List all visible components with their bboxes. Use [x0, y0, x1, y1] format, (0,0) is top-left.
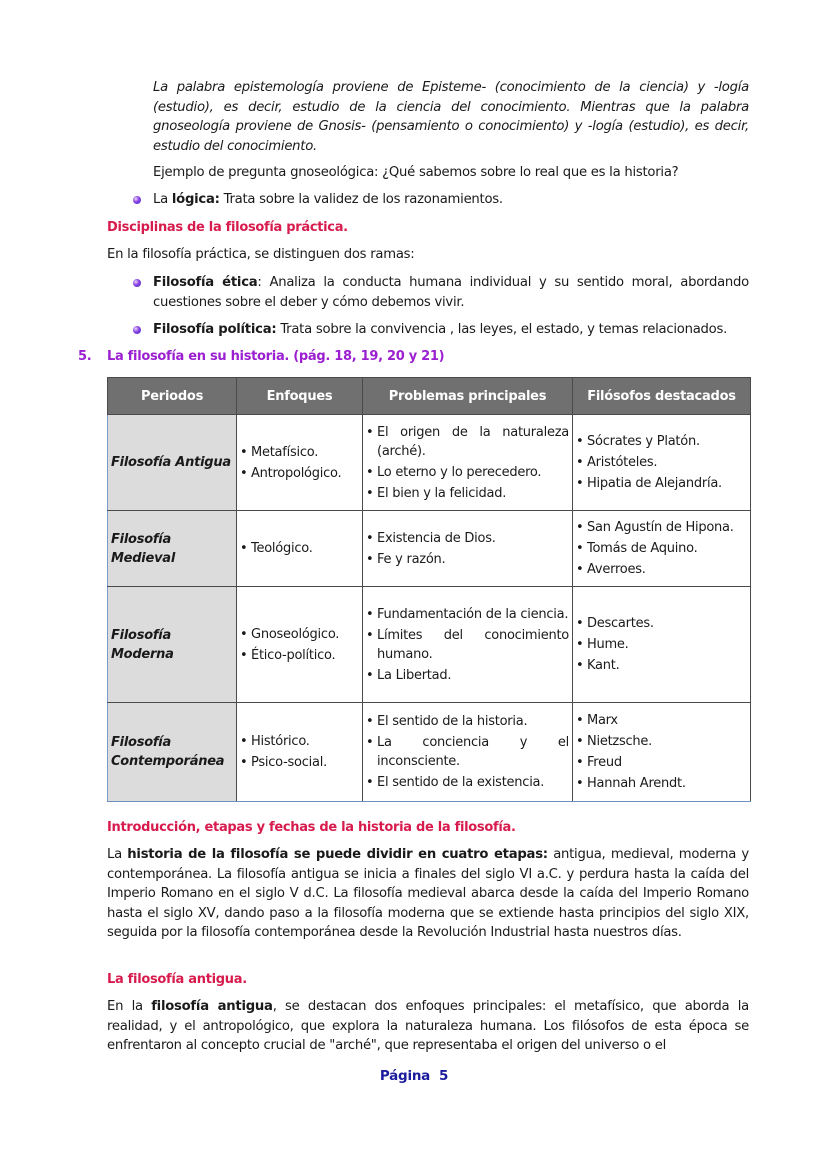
- list-item: • Aristóteles.: [576, 453, 747, 472]
- list-item: • Hipatia de Alejandría.: [576, 474, 747, 493]
- problems-cell: [363, 511, 573, 587]
- practical-lead: En la filosofía práctica, se distinguen dos ramas:: [107, 247, 415, 262]
- list-item: • Antropológico.: [240, 464, 359, 483]
- history-text: antigua, medieval, moderna y contemporánea. La filosofía antigua se inicia a finales del siglo VI a.C. y perdura hasta la caída del Imperio Romano en el siglo V d.C. La filosofía medieval abarca desde la caída del Imperio Romano hasta el siglo XV, dando paso a la filosofía moderna que se extiende hasta principios del siglo XIX, seguida por la filosofía contemporánea desde la Revolución Industrial hasta nuestros días.: [107, 847, 749, 940]
- politics-item: [153, 320, 753, 340]
- list-item: • Marx: [576, 711, 747, 730]
- section-5-title: La filosofía en su historia. (pág. 18, 19, 20 y 21): [107, 349, 445, 364]
- approaches-cell: [237, 703, 363, 802]
- period-cell: Filosofía Contemporánea: [108, 703, 237, 802]
- list-item: • La Libertad.: [366, 666, 569, 685]
- list-item: • El sentido de la existencia.: [366, 773, 569, 792]
- list-item: • El sentido de la historia.: [366, 712, 569, 731]
- philosophers-cell: [573, 587, 751, 703]
- period-cell: Filosofía Medieval: [108, 511, 237, 587]
- ancient-paragraph: [107, 997, 749, 1056]
- ancient-bold: filosofía antigua: [151, 999, 273, 1014]
- list-item: • La conciencia y el inconsciente.: [366, 733, 569, 771]
- list-item: • Kant.: [576, 656, 747, 675]
- philosophers-cell: [573, 703, 751, 802]
- list-item: • Metafísico.: [240, 443, 359, 462]
- section-5-number: 5.: [78, 349, 92, 364]
- practical-heading: Disciplinas de la filosofía práctica.: [107, 220, 348, 235]
- list-item: • Hannah Arendt.: [576, 774, 747, 793]
- logic-text: Trata sobre la validez de los razonamientos.: [219, 192, 503, 207]
- list-item: • San Agustín de Hipona.: [576, 518, 747, 537]
- list-item: • Nietzsche.: [576, 732, 747, 751]
- approaches-cell: [237, 415, 363, 511]
- problems-cell: [363, 415, 573, 511]
- list-item: • Fundamentación de la ciencia.: [366, 605, 569, 624]
- header-approaches: Enfoques: [237, 378, 363, 415]
- problems-cell: [363, 587, 573, 703]
- list-item: • Averroes.: [576, 560, 747, 579]
- list-item: • Tomás de Aquino.: [576, 539, 747, 558]
- list-item: • Sócrates y Platón.: [576, 432, 747, 451]
- ethics-item: [153, 273, 749, 312]
- list-item: • El bien y la felicidad.: [366, 484, 569, 503]
- list-item: • Descartes.: [576, 614, 747, 633]
- approaches-cell: [237, 511, 363, 587]
- table-row: [108, 511, 751, 587]
- history-intro-paragraph: [107, 845, 749, 943]
- header-periods: Periodos: [108, 378, 237, 415]
- list-item: • Existencia de Dios.: [366, 529, 569, 548]
- problems-cell: [363, 703, 573, 802]
- list-item: • Límites del conocimiento humano.: [366, 626, 569, 664]
- philosophy-history-table: [107, 377, 751, 802]
- table-row: [108, 703, 751, 802]
- header-problems: Problemas principales: [363, 378, 573, 415]
- list-item: • Gnoseológico.: [240, 625, 359, 644]
- header-philosophers: Filósofos destacados: [573, 378, 751, 415]
- politics-term: Filosofía política:: [153, 322, 277, 337]
- list-item: • Hume.: [576, 635, 747, 654]
- table-row: [108, 587, 751, 703]
- list-item: • Fe y razón.: [366, 550, 569, 569]
- example-question: Ejemplo de pregunta gnoseológica: ¿Qué sabemos sobre lo real que es la historia?: [153, 165, 679, 180]
- bullet-icon: [133, 326, 141, 334]
- list-item: • El origen de la naturaleza (arché).: [366, 423, 569, 461]
- history-intro-heading: Introducción, etapas y fechas de la historia de la filosofía.: [107, 820, 516, 835]
- list-item: • Freud: [576, 753, 747, 772]
- philosophers-cell: [573, 415, 751, 511]
- list-item: • Teológico.: [240, 539, 359, 558]
- ancient-text: , se destacan dos enfoques principales: el metafísico, que aborda la realidad, y el antropológico, que explora la naturaleza humana. Los filósofos de esta época se enfrentaron al concepto crucial de "arché", que representaba el origen del universo o el: [107, 999, 749, 1053]
- list-item: • Lo eterno y lo perecedero.: [366, 463, 569, 482]
- period-cell: Filosofía Antigua: [108, 415, 237, 511]
- table-row: [108, 415, 751, 511]
- approaches-cell: [237, 587, 363, 703]
- list-item: • Histórico.: [240, 732, 359, 751]
- page-number: Página 5: [379, 1068, 449, 1084]
- history-bold: historia de la filosofía se puede dividir en cuatro etapas:: [127, 847, 548, 862]
- bullet-icon: [133, 196, 141, 204]
- ethics-term: Filosofía ética: [153, 275, 258, 290]
- period-cell: Filosofía Moderna: [108, 587, 237, 703]
- logic-term: lógica:: [171, 192, 220, 207]
- table-header-row: [108, 378, 751, 415]
- history-prefix: La: [107, 847, 128, 862]
- ancient-heading: La filosofía antigua.: [107, 972, 247, 987]
- ancient-prefix: En la: [107, 999, 152, 1014]
- philosophers-cell: [573, 511, 751, 587]
- logic-item: [153, 190, 749, 210]
- ethics-text: : Analiza la conducta humana individual y su sentido moral, abordando cuestiones sobre el deber y cómo debemos vivir.: [153, 275, 749, 310]
- politics-text: Trata sobre la convivencia , las leyes, el estado, y temas relacionados.: [276, 322, 728, 337]
- etymology-paragraph: La palabra epistemología proviene de Episteme- (conocimiento de la ciencia) y -logía (estudio), es decir, estudio de la ciencia del conocimiento. Mientras que la palabra gnoseología proviene de Gnosis- (pensamiento o conocimiento) y -logía (estudio), es decir, estudio del conocimiento.: [153, 80, 749, 154]
- list-item: • Ético-político.: [240, 646, 359, 665]
- logic-prefix: La: [153, 192, 172, 207]
- list-item: • Psico-social.: [240, 753, 359, 772]
- bullet-icon: [133, 279, 141, 287]
